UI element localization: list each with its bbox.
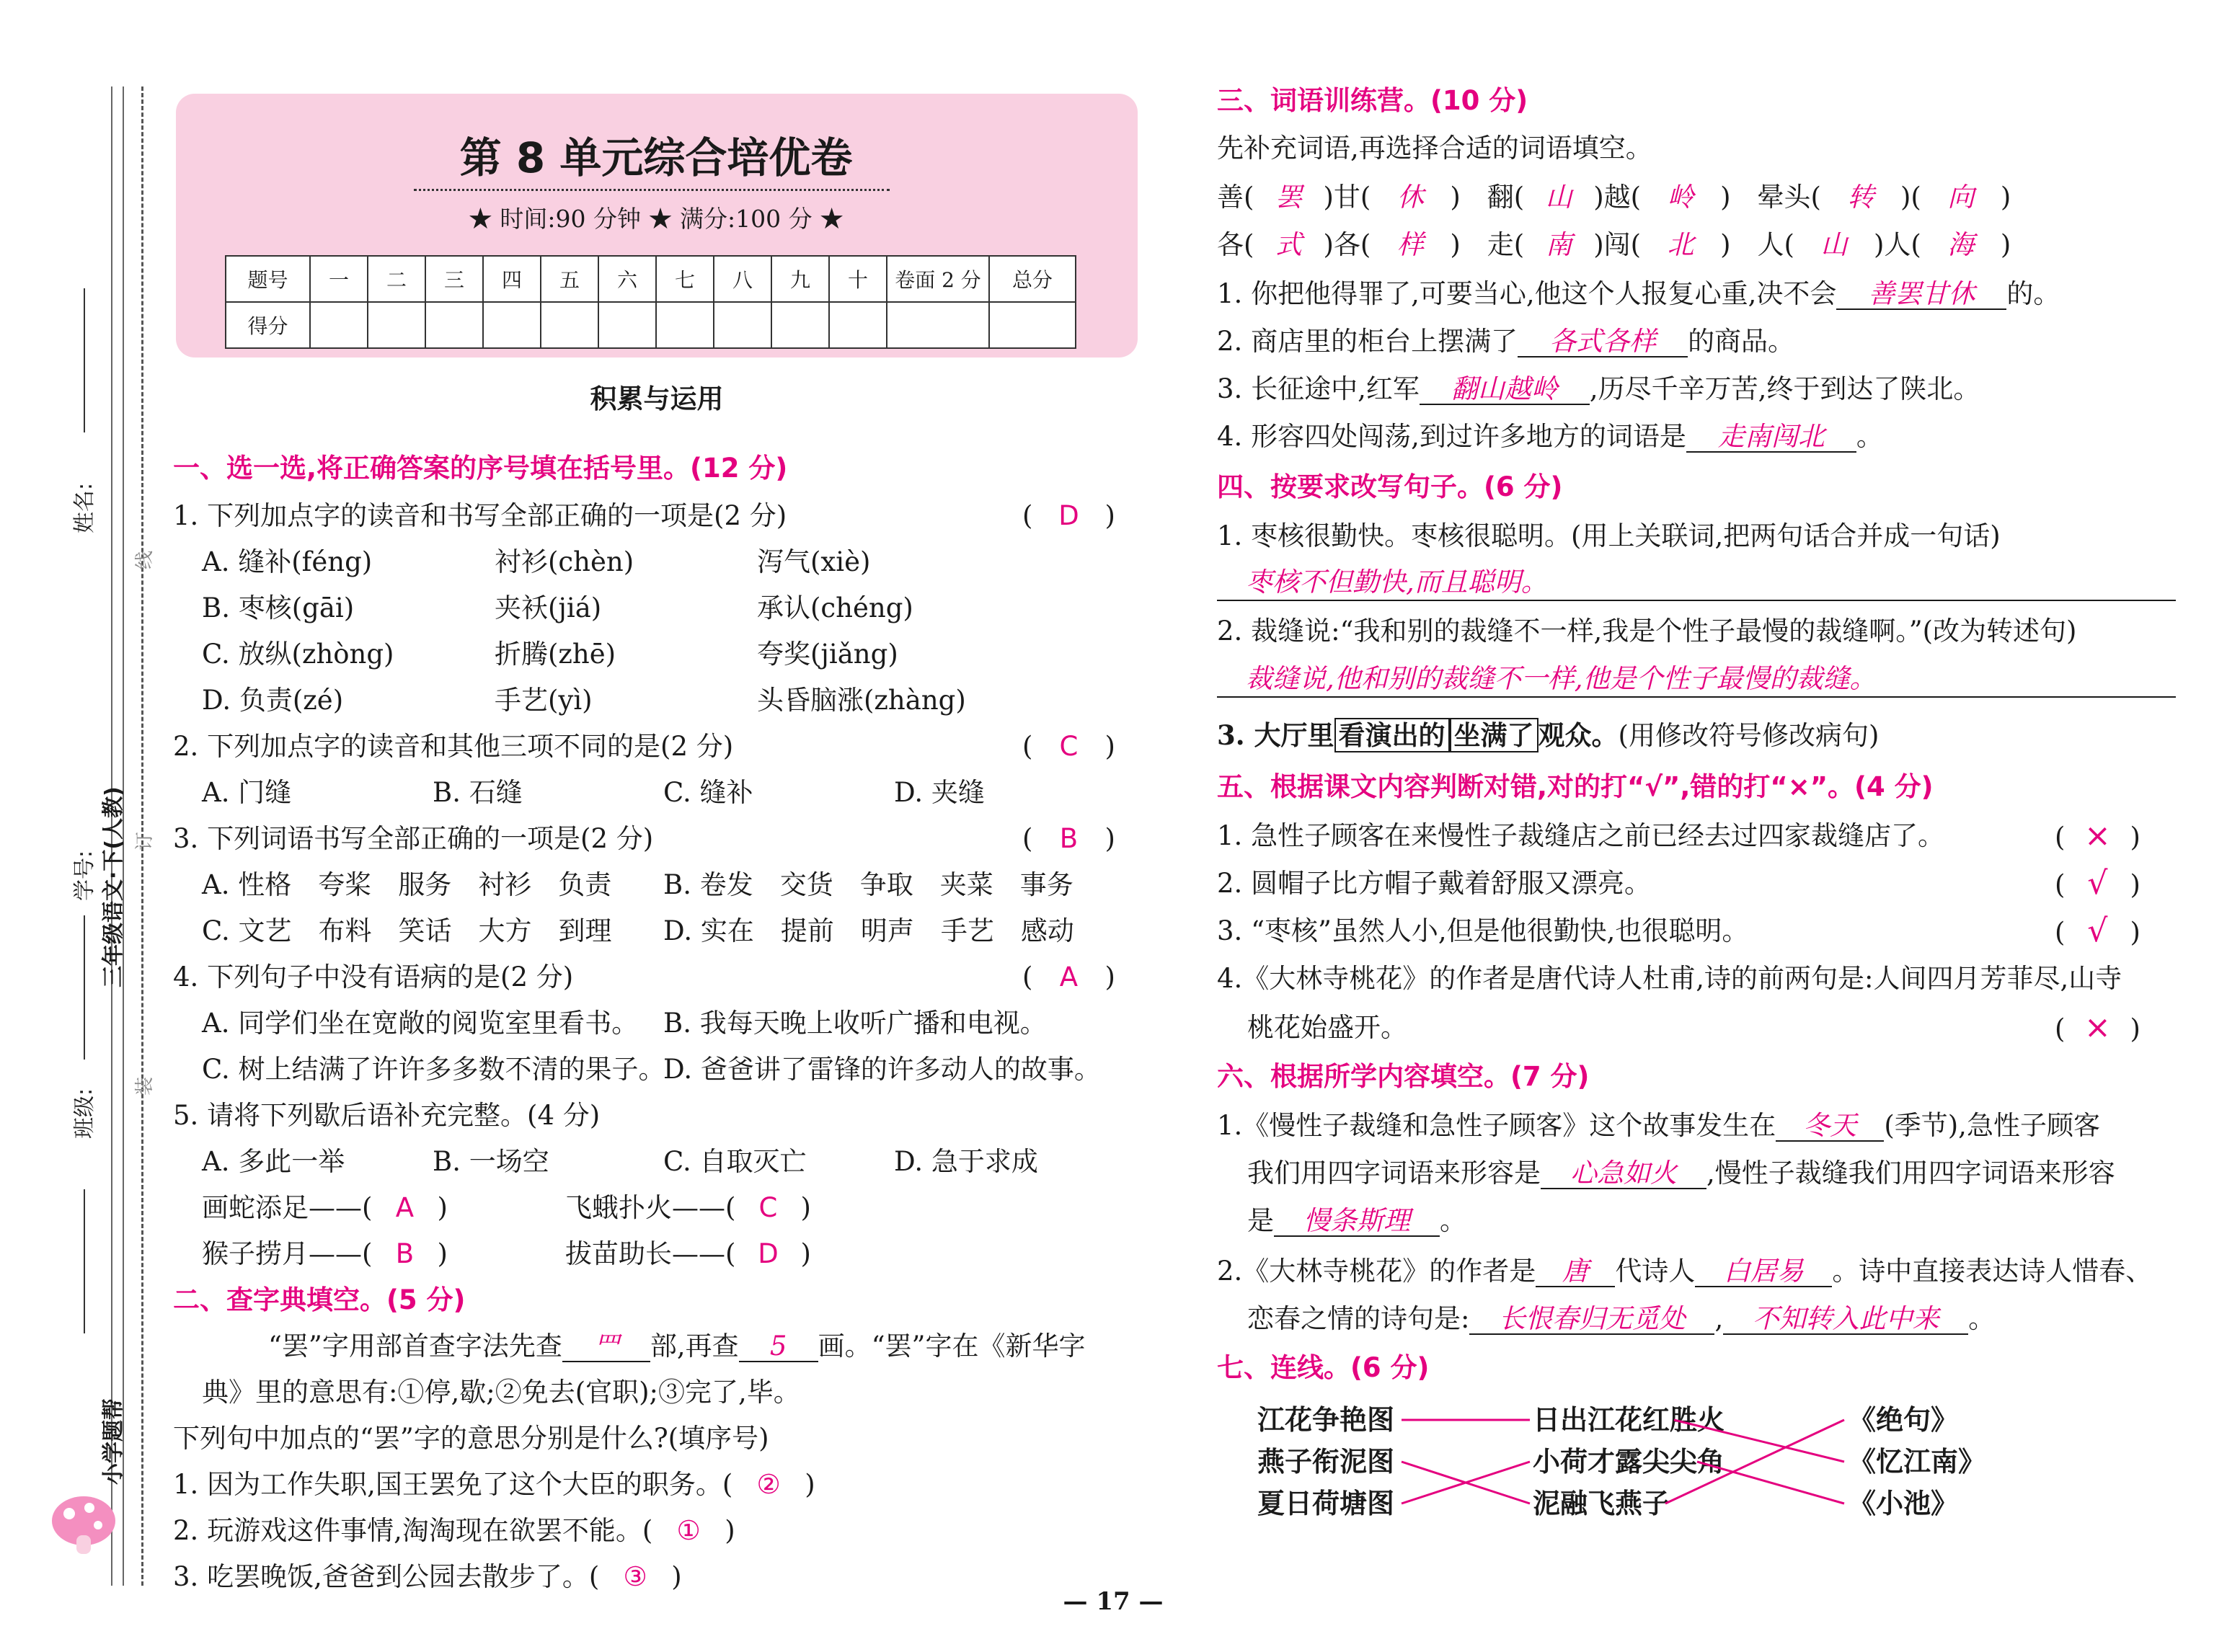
q7-col1-item[interactable]: 夏日荷塘图 [1257, 1488, 1395, 1519]
poem-line-answer[interactable]: 不知转入此中来 [1723, 1305, 1968, 1335]
q7-col2-item[interactable]: 日出江花红胜火 [1533, 1404, 1725, 1436]
score-input-cell[interactable] [368, 302, 425, 348]
dynasty-answer[interactable]: 唐 [1536, 1257, 1615, 1287]
title-dotted-divider [414, 189, 890, 191]
score-input-cell[interactable] [598, 302, 656, 348]
q1-4-stem: 4. 下列句子中没有语病的是(2 分) [173, 962, 574, 992]
q1-heading: 一、选一选,将正确答案的序号填在括号里。(12 分) [173, 453, 788, 484]
brand-label: 小学题帮 [101, 1398, 126, 1485]
score-cell: 七 [656, 256, 714, 302]
score-cell: 六 [598, 256, 656, 302]
q1-1-opt: 头昏脑涨(zhàng) [757, 685, 966, 716]
q4-1-answer-line[interactable]: 枣核不但勤快,而且聪明。 [1217, 565, 2176, 601]
link-line [1697, 1462, 1844, 1504]
page-title: 第 8 单元综合培优卷 [459, 133, 853, 182]
q1-5-pair: 飞蛾扑火——( C ) [565, 1192, 811, 1223]
q5-item: 2. 圆帽子比方帽子戴着舒服又漂亮。 [1217, 868, 1652, 899]
q1-2-opt: B. 石缝 [433, 777, 523, 808]
poem-line-answer[interactable]: 长恨春归无觅处 [1469, 1305, 1714, 1335]
score-table [225, 255, 1076, 349]
score-input-cell[interactable] [714, 302, 771, 348]
q1-4-opt: C. 树上结满了许许多多数不清的果子。 [202, 1054, 665, 1085]
score-table-header-row [226, 256, 1076, 302]
class-label: 班级: [72, 1088, 97, 1139]
score-input-cell[interactable] [541, 302, 598, 348]
q5-answer: ( × ) [2055, 817, 2140, 854]
idiom-answer[interactable]: 慢条斯理 [1274, 1207, 1440, 1237]
score-cell: 二 [368, 256, 425, 302]
q1-2-opt: C. 缝补 [663, 777, 753, 808]
score-cell: 三 [425, 256, 483, 302]
q2-line3: 下列句中加点的“罢”字的意思分别是什么?(填序号) [173, 1423, 769, 1454]
id-label: 学号: [72, 850, 97, 901]
q3-item: 2. 商店里的柜台上摆满了 各式各样 的商品。 [1217, 326, 1795, 357]
q3-row1: 善( 罢 )甘( 休 ) 翻( 山 )越( 岭 ) 晕头( 转 )( 向 ) [1217, 182, 2011, 213]
q5-item: 3. “枣核”虽然人小,但是他很勤快,也很聪明。 [1217, 915, 1749, 946]
q7-col2-item[interactable]: 小荷才露尖尖角 [1533, 1446, 1725, 1478]
score-cell: 十 [829, 256, 887, 302]
q7-col1-item[interactable]: 江花争艳图 [1257, 1404, 1395, 1436]
q3-answer-blank[interactable]: 翻山越岭 [1420, 375, 1590, 405]
q5-item-cont: 桃花始盛开。 [1247, 1012, 1407, 1043]
q2-item: 3. 吃罢晚饭,爸爸到公园去散步了。( ③ ) [173, 1561, 682, 1592]
q3-item: 4. 形容四处闯荡,到过许多地方的词语是 走南闯北 。 [1217, 421, 1883, 452]
q1-3-opt: D. 实在 提前 明声 手艺 感动 [663, 915, 1074, 946]
q1-1-opt: 泻气(xiè) [757, 546, 871, 577]
q5-heading: 五、根据课文内容判断对错,对的打“√”,错的打“×”。(4 分) [1217, 771, 1934, 802]
q1-1-opt: 夸奖(jiǎng) [757, 639, 898, 670]
mushroom-logo-icon [48, 1492, 127, 1557]
page-number: — 17 — [1063, 1587, 1164, 1616]
score-input-cell[interactable] [829, 302, 887, 348]
q1-1-opt: 折腾(zhē) [495, 639, 616, 670]
q6-line: 1.《慢性子裁缝和急性子顾客》这个故事发生在 冬天 (季节),急性子顾客 [1217, 1110, 2100, 1141]
q1-5-opt: C. 自取灭亡 [663, 1146, 807, 1177]
q2-line1: “罢”字用部首查字法先查 罒 部,再查 5 画。“罢”字在《新华字 [268, 1331, 1086, 1362]
q6-line: 2.《大林寺桃花》的作者是 唐 代诗人 白居易 。诗中直接表达诗人惜春、 [1217, 1256, 2153, 1287]
q7-heading: 七、连线。(6 分) [1217, 1352, 1430, 1383]
q1-3-opt: B. 卷发 交货 争取 夹菜 事务 [663, 869, 1073, 900]
score-input-cell[interactable] [656, 302, 714, 348]
q1-4-opt: D. 爸爸讲了雷锋的许多动人的故事。 [663, 1054, 1101, 1085]
poet-answer[interactable]: 白居易 [1695, 1257, 1832, 1287]
q4-1-stem: 1. 枣核很勤快。枣核很聪明。(用上关联词,把两句话合并成一句话) [1217, 520, 2001, 551]
q1-1-opt: 衬衫(chèn) [495, 546, 634, 577]
score-cell: 题号 [226, 256, 310, 302]
q7-col2-item[interactable]: 泥融飞燕子 [1533, 1488, 1670, 1519]
q3-answer-blank[interactable]: 走南闯北 [1686, 422, 1856, 453]
q4-3: 3. 大厅里 看演出的 坐满了 观众。(用修改符号修改病句) [1217, 719, 1880, 751]
q1-1-stem: 1. 下列加点字的读音和书写全部正确的一项是(2 分) [173, 500, 787, 531]
radical-answer[interactable]: 罒 [562, 1332, 650, 1362]
q3-answer-blank[interactable]: 善罢甘休 [1836, 280, 2006, 310]
score-cell: 得分 [226, 302, 310, 348]
name-label: 姓名: [72, 482, 97, 533]
q1-1-opt: 手艺(yì) [495, 685, 593, 716]
season-answer[interactable]: 冬天 [1776, 1111, 1884, 1142]
q1-2-opt: D. 夹缝 [894, 777, 985, 808]
q1-3-opt: C. 文艺 布料 笑话 大方 到理 [202, 915, 612, 946]
q1-4-opt: A. 同学们坐在宽敞的阅览室里看书。 [202, 1008, 639, 1039]
q1-1-opt: 承认(chéng) [757, 592, 913, 623]
q7-col3-item[interactable]: 《绝句》 [1849, 1404, 1959, 1436]
stroke-answer[interactable]: 5 [739, 1332, 818, 1362]
q1-5-pair: 猴子捞月——( B ) [202, 1238, 448, 1269]
score-input-cell[interactable] [989, 302, 1076, 348]
q1-2-answer: ( C ) [1022, 731, 1115, 762]
q3-heading: 三、词语训练营。(10 分) [1217, 85, 1528, 116]
q5-answer: ( × ) [2055, 1009, 2140, 1046]
q1-3-stem: 3. 下列词语书写全部正确的一项是(2 分) [173, 823, 654, 854]
q1-4-answer: ( A ) [1022, 962, 1115, 992]
score-cell: 九 [771, 256, 829, 302]
score-input-cell[interactable] [310, 302, 368, 348]
class-underline [84, 1189, 85, 1333]
q1-5-stem: 5. 请将下列歇后语补充完整。(4 分) [173, 1100, 601, 1131]
score-cell: 总分 [989, 256, 1076, 302]
cut-mark-line: 线 [134, 550, 156, 569]
q1-5-opt: B. 一场空 [433, 1146, 549, 1177]
q1-1-opt: A. 缝补(féng) [202, 546, 373, 577]
score-cell: 五 [541, 256, 598, 302]
q7-col1-item[interactable]: 燕子衔泥图 [1257, 1446, 1395, 1478]
score-cell: 八 [714, 256, 771, 302]
score-input-cell[interactable] [771, 302, 829, 348]
score-cell: 一 [310, 256, 368, 302]
cut-mark-bind: 订 [134, 831, 156, 851]
score-cell: 四 [483, 256, 541, 302]
q6-line: 我们用四字词语来形容是 心急如火 ,慢性子裁缝我们用四字词语来形容 [1247, 1158, 2115, 1189]
q4-2-stem: 2. 裁缝说:“我和别的裁缝不一样,我是个性子最慢的裁缝啊。”(改为转述句) [1217, 616, 2077, 647]
q1-1-opt: 夹袄(jiá) [495, 592, 602, 623]
grade-label: 三年级语文·下(人教) [101, 786, 126, 987]
q5-answer: ( √ ) [2055, 912, 2140, 949]
q6-line: 恋春之情的诗句是: 长恨春归无觅处 , 不知转入此中来 。 [1247, 1303, 1996, 1334]
q1-1-opt: C. 放纵(zhòng) [202, 639, 394, 670]
q5-item: 1. 急性子顾客在来慢性子裁缝店之前已经去过四家裁缝店了。 [1217, 820, 1945, 851]
q2-line2: 典》里的意思有:①停,歇;②免去(官职);③完了,毕。 [202, 1377, 800, 1408]
score-input-cell[interactable] [887, 302, 989, 348]
idiom-answer[interactable]: 心急如火 [1541, 1159, 1706, 1189]
q3-answer-blank[interactable]: 各式各样 [1518, 327, 1688, 358]
q3-intro: 先补充词语,再选择合适的词语填空。 [1217, 133, 1652, 164]
q2-item: 1. 因为工作失职,国王罢免了这个大臣的职务。( ② ) [173, 1469, 815, 1500]
cut-mark-install: 装 [134, 1076, 156, 1096]
q4-heading: 四、按要求改写句子。(6 分) [1217, 471, 1563, 502]
q2-heading: 二、查字典填空。(5 分) [173, 1284, 466, 1315]
score-input-cell[interactable] [483, 302, 541, 348]
q1-5-opt: A. 多此一举 [202, 1146, 345, 1177]
q6-heading: 六、根据所学内容填空。(7 分) [1217, 1061, 1590, 1092]
link-line [1674, 1420, 1844, 1462]
q5-answer: ( √ ) [2055, 865, 2140, 902]
q3-item: 3. 长征途中,红军 翻山越岭 ,历尽千辛万苦,终于到达了陕北。 [1217, 373, 1980, 404]
q1-1-opt: D. 负责(zé) [202, 685, 344, 716]
q3-row2: 各( 式 )各( 样 ) 走( 南 )闯( 北 ) 人( 山 )人( 海 ) [1217, 229, 2011, 260]
q7-connecting-lines [1391, 1405, 1882, 1514]
q1-5-pair: 画蛇添足——( A ) [202, 1192, 448, 1223]
q1-1-answer: ( D ) [1022, 500, 1115, 531]
score-table-score-row [226, 302, 1076, 348]
q7-col3-item[interactable]: 《小池》 [1849, 1488, 1959, 1519]
q1-3-answer: ( B ) [1022, 823, 1115, 854]
q2-item: 2. 玩游戏这件事情,淘淘现在欲罢不能。( ① ) [173, 1515, 735, 1546]
q4-2-answer-line[interactable]: 裁缝说,他和别的裁缝不一样,他是个性子最慢的裁缝。 [1217, 662, 2176, 698]
score-input-cell[interactable] [425, 302, 483, 348]
q1-5-pair: 拔苗助长——( D ) [565, 1238, 811, 1269]
q6-line: 是 慢条斯理 。 [1247, 1205, 1466, 1236]
name-underline [84, 288, 85, 432]
q1-2-stem: 2. 下列加点字的读音和其他三项不同的是(2 分) [173, 731, 734, 762]
q1-3-opt: A. 性格 夸桨 服务 衬衫 负责 [202, 869, 612, 900]
score-cell: 卷面 2 分 [887, 256, 989, 302]
q1-1-opt: B. 枣核(gāi) [202, 592, 355, 623]
q7-col3-item[interactable]: 《忆江南》 [1849, 1446, 1986, 1478]
q3-item: 1. 你把他得罪了,可要当心,他这个人报复心重,决不会 善罢甘休 的。 [1217, 278, 2060, 309]
id-underline [84, 915, 85, 1060]
q1-2-opt: A. 门缝 [202, 777, 292, 808]
q1-4-opt: B. 我每天晚上收听广播和电视。 [663, 1008, 1047, 1039]
q1-5-opt: D. 急于求成 [894, 1146, 1038, 1177]
q5-item: 4.《大林寺桃花》的作者是唐代诗人杜甫,诗的前两句是:人间四月芳菲尽,山寺 [1217, 963, 2122, 994]
section-title: 积累与运用 [590, 383, 724, 414]
link-line [1665, 1420, 1844, 1504]
time-score-subtitle: ★ 时间:90 分钟 ★ 满分:100 分 ★ [468, 205, 844, 233]
